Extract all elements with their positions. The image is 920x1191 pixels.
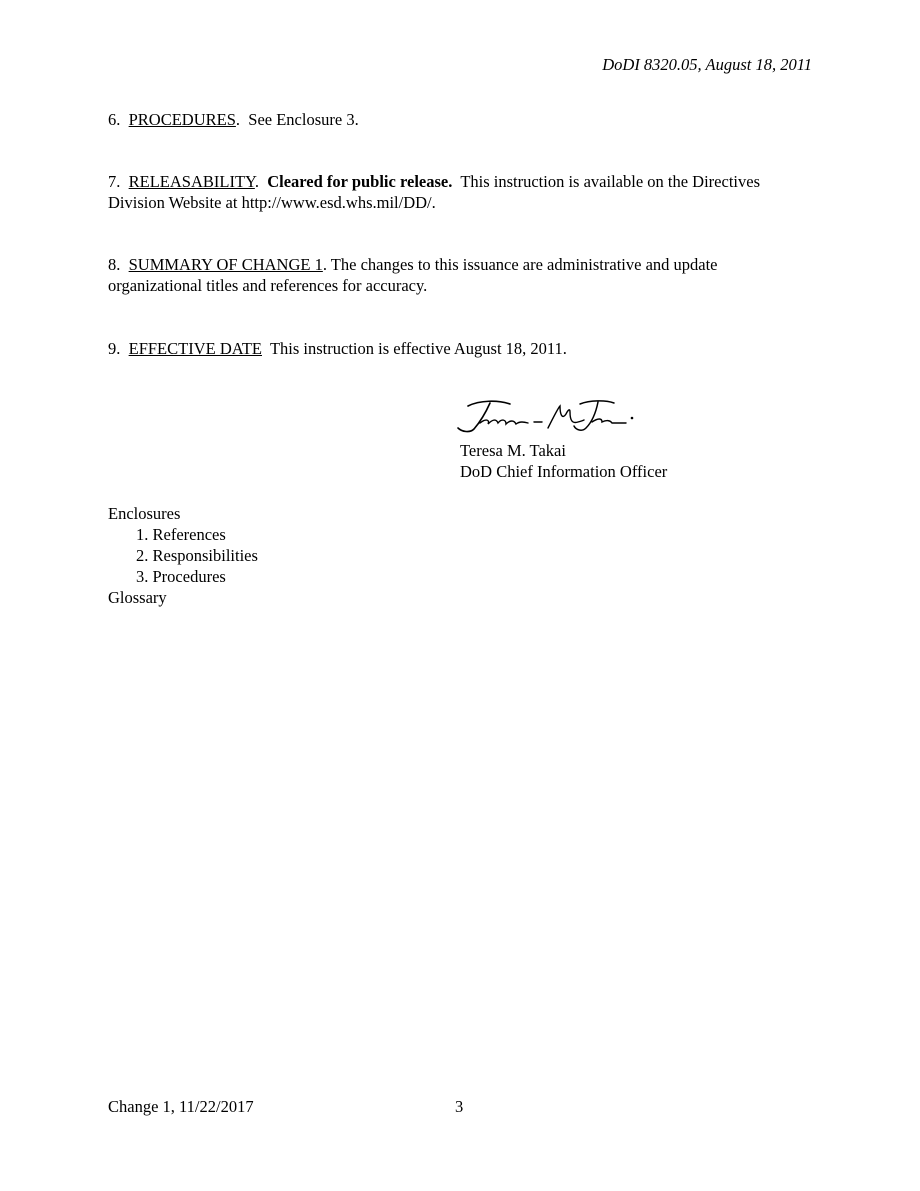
- enclosure-item: 2. Responsibilities: [136, 546, 258, 565]
- section-text: This instruction is available on the Directives Division Website at http://www.esd.whs.mil/DD/.: [108, 172, 760, 212]
- section-number: 8.: [108, 255, 121, 274]
- release-statement: Cleared for public release.: [267, 172, 453, 191]
- document-reference-header: DoDI 8320.05, August 18, 2011: [602, 55, 812, 74]
- handwritten-signature: [450, 396, 640, 440]
- enclosure-items: [108, 524, 258, 587]
- section-effective-date: [108, 338, 788, 359]
- enclosure-item: 3. Procedures: [136, 567, 226, 586]
- footer-change-note: Change 1, 11/22/2017: [108, 1097, 254, 1116]
- section-number: 6.: [108, 110, 121, 129]
- section-summary-of-change: [108, 254, 788, 296]
- enclosure-item: 1. References: [136, 525, 226, 544]
- section-number: 7.: [108, 172, 121, 191]
- section-heading: EFFECTIVE DATE: [128, 339, 262, 358]
- enclosures-list: [108, 503, 258, 608]
- glossary-label: Glossary: [108, 588, 167, 607]
- section-text: See Enclosure 3.: [248, 110, 359, 129]
- section-heading: PROCEDURES: [128, 110, 236, 129]
- section-number: 9.: [108, 339, 121, 358]
- enclosures-heading: Enclosures: [108, 504, 181, 523]
- section-heading: RELEASABILITY: [128, 172, 255, 191]
- page-number: 3: [455, 1097, 464, 1116]
- signature-block: [460, 440, 667, 482]
- section-text: This instruction is effective August 18, 2011.: [269, 339, 567, 358]
- signer-name: Teresa M. Takai: [460, 441, 566, 460]
- section-procedures: 6. PROCEDURES. See Enclosure 3.: [108, 110, 359, 129]
- signer-title: DoD Chief Information Officer: [460, 462, 668, 481]
- section-releasability: 7. RELEASABILITY. Cleared for public release. This instruction is available on the Directives Division Website at http://www.esd.whs.mil/DD/.: [108, 172, 760, 212]
- section-text: . The changes to this issuance are administrative and update organizational titles and references for accuracy.: [108, 255, 718, 295]
- section-heading: SUMMARY OF CHANGE 1: [128, 255, 323, 274]
